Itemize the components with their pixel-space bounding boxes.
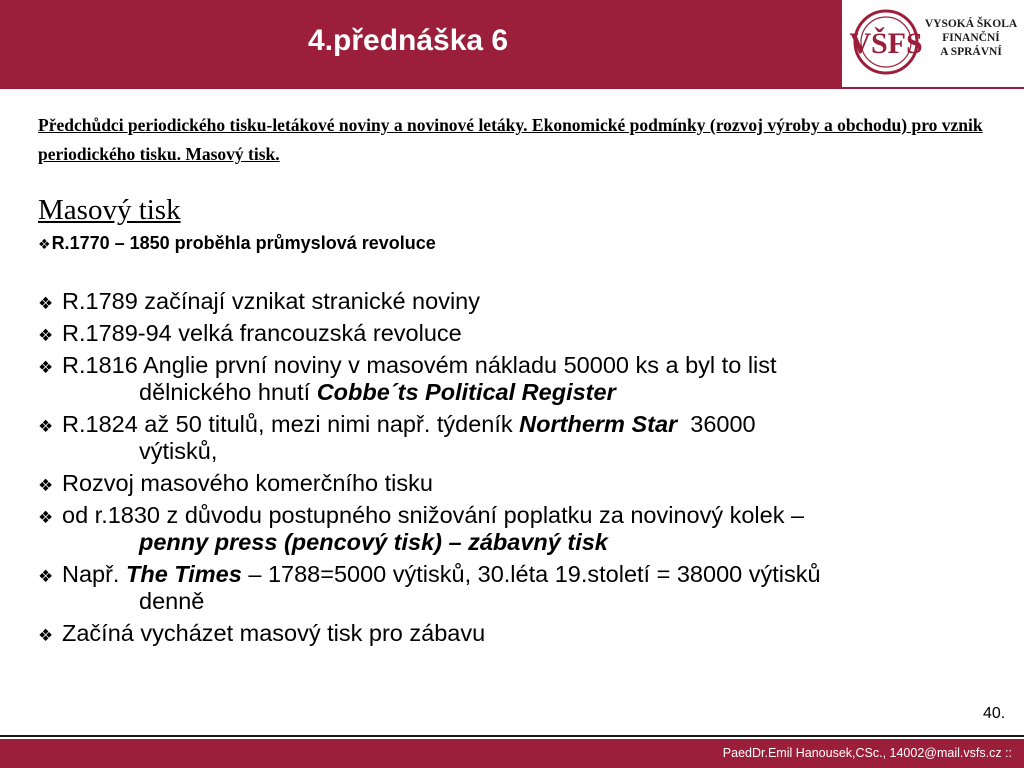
list-item [38, 288, 1013, 315]
footer-bar [0, 739, 1024, 768]
newspaper-title: The Times [126, 561, 242, 587]
list-item [38, 561, 1013, 615]
header-divider [0, 87, 1024, 89]
logo-line-3: A SPRÁVNÍ [940, 46, 1002, 58]
list-item-text: dělnického hnutí [139, 379, 317, 405]
footer-contact: PaedDr.Emil Hanousek,CSc., 14002@mail.vsfs.cz :: [722, 746, 1012, 760]
list-item-continuation [62, 379, 1013, 406]
logo-line-2: FINANČNÍ [942, 32, 1000, 44]
list-item [38, 320, 1013, 347]
page-number: 40. [983, 705, 1006, 722]
list-item [38, 352, 1013, 406]
slide-title: 4.přednáška 6 [308, 24, 509, 57]
diamond-bullet-icon: ❖ [38, 237, 51, 253]
diamond-bullet-icon: ❖ [38, 508, 54, 528]
footer-divider [0, 735, 1024, 737]
logo-line-1: VYSOKÁ ŠKOLA [924, 18, 1018, 30]
list-item-text: Začíná vycházet masový tisk pro zábavu [62, 620, 486, 646]
list-item-text: Rozvoj masového komerčního tisku [62, 470, 433, 496]
list-item-text: R.1824 až 50 titulů, mezi nimi např. týdeník [62, 411, 520, 437]
diamond-bullet-icon: ❖ [38, 294, 54, 314]
list-item [38, 470, 1013, 497]
list-item-continuation: penny press (pencový tisk) – zábavný tisk [139, 529, 608, 555]
list-item-continuation: výtisků, [139, 438, 218, 464]
newspaper-title: Cobbe´ts Political Register [316, 379, 616, 405]
newspaper-title: Northerm Star [519, 411, 678, 437]
list-item-text: R.1816 Anglie první noviny v masovém nákladu 50000 ks a byl to list [62, 352, 777, 378]
list-item [38, 233, 436, 254]
header-bar [0, 0, 842, 87]
diamond-bullet-icon: ❖ [38, 358, 54, 378]
lecture-topic: Předchůdci periodického tisku-letákové noviny a novinové letáky. Ekonomické podmínky (rozvoj výroby a obchodu) pro vznik periodického tisku. Masový tisk. [38, 115, 983, 164]
list-item-text: R.1770 – 1850 proběhla průmyslová revoluce [51, 233, 436, 253]
diamond-bullet-icon: ❖ [38, 626, 54, 646]
list-item-text: R.1789 začínají vznikat stranické noviny [62, 288, 480, 314]
diamond-bullet-icon: ❖ [38, 326, 54, 346]
list-item-continuation: denně [139, 588, 205, 614]
school-logo [846, 0, 1024, 86]
logo-monogram: VŠFS [849, 27, 923, 60]
list-item-text: Např. [62, 561, 126, 587]
diamond-bullet-icon: ❖ [38, 476, 54, 496]
diamond-bullet-icon: ❖ [38, 417, 54, 437]
section-title: Masový tisk [38, 194, 181, 226]
list-item [38, 620, 1013, 647]
bullet-list [38, 288, 1013, 652]
list-item [38, 411, 1013, 465]
logo-text-block [921, 17, 1021, 59]
list-item-text: od r.1830 z důvodu postupného snižování poplatku za novinový kolek – [62, 502, 805, 528]
list-item-text: – 1788=5000 výtisků, 30.léta 19.století = 38000 výtisků [241, 561, 821, 587]
list-item-text: R.1789-94 velká francouzská revoluce [62, 320, 462, 346]
list-item-text: 36000 [677, 411, 756, 437]
list-item [38, 502, 1013, 556]
diamond-bullet-icon: ❖ [38, 567, 54, 587]
